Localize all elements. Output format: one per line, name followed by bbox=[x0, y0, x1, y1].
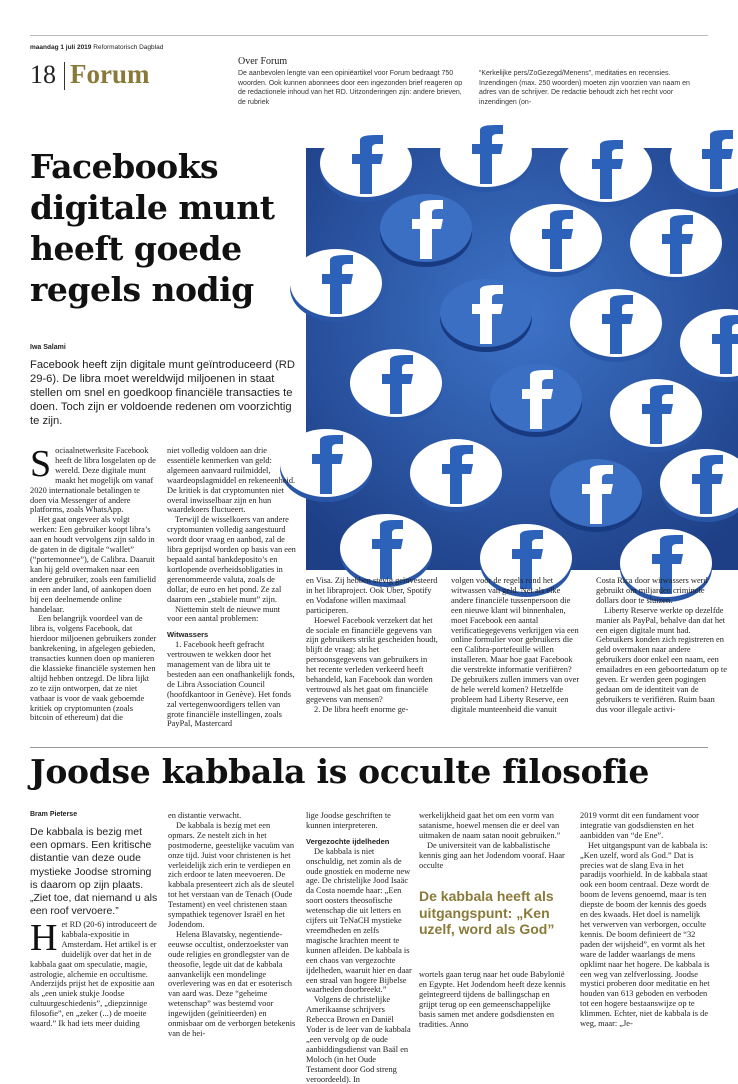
article2-column-3 bbox=[306, 811, 412, 1084]
article1-lead: Facebook heeft zijn digitale munt geïntroduceerd (RD 29-6). De libra moet wereldwijd miljoenen in staat stellen om snel en goedkoop financiële transacties te doen. Toch zijn er voldoende redenen om voorzichtig te zijn. bbox=[30, 359, 295, 427]
article1-col5-p1: Costa Rica door witwassers werd gebruikt om miljarden criminele dollars door te sluizen. bbox=[596, 576, 708, 605]
date-line bbox=[30, 44, 163, 51]
article2-col5-p1: 2019 vormt dit een fundament voor integratie van godsdiensten en het aanbidden van “de Ene”. bbox=[580, 811, 699, 840]
facebook-coins-illustration bbox=[306, 148, 738, 570]
article2-column-5 bbox=[580, 811, 710, 1029]
article1-col2-p2: Terwijl de wisselkoers van andere cryptomunten volledig aangestuurd wordt door vraag en aanbod, zal de libra geprijsd worden op basis van een bepaald aantal bankdeposito’s en kortlopende overheidsobligaties in gerenommeerde valuta, zoals de dollar, de euro en het pond. Ze zal daarom een „stabiele munt” zijn. bbox=[167, 515, 296, 604]
article2-col1-p1: et RD (20-6) introduceert de kabbala-expositie in Amsterdam. Het artikel is er duidelijk over dat het in de kabbala gaat om speculatie, magie, astrologie, alchemie en occultisme. Anderzijds prijst het de expositie aan als „een uniek stukje Joodse cultuurgeschiedenis”, „diepzinnige filosofie”, en „zeker (...) de moeite waard.” Ik had iets meer duiding bbox=[30, 920, 157, 1029]
article2-headline: Joodse kabbala is occulte filosofie bbox=[30, 752, 650, 791]
article2-col2-p1: en distantie verwacht. bbox=[168, 811, 242, 820]
article1-headline: Facebooks digitale munt heeft goede regels nodig bbox=[30, 147, 275, 309]
article1-author: Iwa Salami bbox=[30, 344, 66, 351]
article1-col2-p4: 1. Facebook heeft gefracht vertrouwen te wekken door het management van de libra uit te besteden aan een onafhankelijk fonds, de Libra Association Council (hoofdkantoor in Genève). Het fonds zal vertegenwoordigers tellen van grote financiële instellingen, zoals PayPal, Mastercard bbox=[167, 640, 295, 729]
article2-dropcap: H bbox=[30, 917, 58, 959]
newspaper-name: Reformatorisch Dagblad bbox=[93, 44, 164, 51]
article1-subhead-witwassers: Witwassers bbox=[167, 630, 209, 640]
top-rule bbox=[30, 35, 708, 36]
article1-column-2 bbox=[167, 446, 297, 729]
section-title: Forum bbox=[70, 59, 150, 89]
issue-date: maandag 1 juli 2019 bbox=[30, 44, 92, 51]
article2-col3-p2: De kabbala is niet onschuldig, net zomin als de oude gnostiek en moderne new age. De christelijke Jood Isaäc da Costa noemde haar: „Een soort oosters theosofische wetenschap die uit letters en cijfers uit TeNaCH mystieke vreemdheden en zelfs magische krachten meent te kunnen afleiden. De kabbala is een chaos van vergezochte ijdelheden, waaruit hier en daar een straal van hogere Bijbelse waarheden doorbreekt.” bbox=[306, 846, 412, 995]
article2-column-4-top bbox=[419, 811, 569, 870]
article2-author: Bram Pieterse bbox=[30, 811, 78, 818]
article-divider bbox=[30, 747, 708, 748]
article2-col4-p1: werkelijkheid gaat het om een vorm van satanisme, hoewel mensen die er deel van uitmaken de naam satan nooit gebruiken.” bbox=[419, 811, 561, 840]
page-separator bbox=[64, 62, 65, 90]
article2-column-1 bbox=[30, 917, 160, 1029]
article2-pull-quote: De kabbala heeft als uitgangspunt: „Ken uzelf, word als God” bbox=[419, 888, 555, 937]
over-forum-title: Over Forum bbox=[238, 56, 288, 67]
over-forum-col1: De aanbevolen lengte van een opiniëartikel voor Forum bedraagt 750 woorden. Ook kunnen abonnees door een ingezonden brief reageren op de redactionele inhoud van het RD. Uitzonderingen zijn: andere brieven, de rubriek bbox=[238, 70, 463, 106]
article1-col2-p3: Niettemin stelt de nieuwe munt voor een aantal problemen: bbox=[167, 604, 281, 624]
article2-column-4-bottom bbox=[419, 970, 569, 1029]
article2-col3-p3: Volgens de christelijke Amerikaanse schrijvers Rebecca Brown en Daniël Yoder is de leer van de kabbala „een vervolg op de oude aanbiddingsdienst van Baäl en Moloch (in het Oude Testament door God streng veroordeeld). In bbox=[306, 995, 411, 1084]
article1-col1-p1: ociaalnetwerksite Facebook heeft de libra losgelaten op de wereld. Deze digitale munt maakt het mogelijk om vanaf 2020 internationale betalingen te doen via Messenger of andere platforms, zoals WhatsApp. bbox=[30, 446, 156, 515]
article1-column-3 bbox=[306, 576, 438, 715]
article2-lead: De kabbala is bezig met een opmars. Een kritische distantie van deze oude mystieke Joodse stroming is daarom op zijn plaats. „Ziet toe, dat niemand u als een roof vervoere.” bbox=[30, 826, 158, 918]
over-forum-col2: “Kerkelijke pers/ZoGezegd/Menens”, meditaties en recensies. Inzendingen (max. 250 woorden) moeten zijn voorzien van naam en adres van de schrijver. De redactie behoudt zich het recht voor inzendingen (on- bbox=[479, 70, 690, 106]
article2-col4-p2: De universiteit van de kabbalistische kennis ging aan het Jodendom vooraf. Haar occulte bbox=[419, 840, 565, 870]
article1-col1-p3: Een belangrijk voordeel van de libra is, volgens Facebook, dat hierdoor miljoenen gebruikers zonder bankrekening, in afgelegen gebieden, transacties kunnen doen op manieren die klassieke financiële systemen hen altijd hebben ontzegd. De libra lijkt zo te zijn ontworpen, dat ze niet vatbaar is voor de vaak geboemde kritiek op cryptomunten (zoals bitcoin of ethereum) dat die bbox=[30, 614, 157, 723]
article2-column-2 bbox=[168, 811, 298, 1039]
article1-col2-p1: niet volledig voldoen aan drie essentiële kenmerken van geld: algemeen aanvaard ruilmiddel, waardeopslagmiddel en rekeneenheid. De kritiek is dat cryptomunten niet overal inwisselbaar zijn en hun waardekoers fluctueert. bbox=[167, 446, 296, 515]
article2-col5-p2: Het uitgangspunt van de kabbala is: „Ken uzelf, word als God.” Dat is precies wat de slang Eva in het paradijs voorhield. In de kabbala staat ook een boom centraal. Deze wordt de boom de levens genoemd, maar is ten diepste de boom der kennis des goeds en des kwaads. Het doel is namelijk het verwerven van verborgen, occulte kennis. De boom definieert de “32 paden der wijsheid”, en vormt als het ware de ladder waarlangs de mens opklimt naar het hogere. De kabbala is een weg van zelfverlossing. Joodse mystici proberen door meditatie en het houden van 613 geboden en verboden tot een hogere bestaanswijze op te klimmen. Echter, niet de kabbala is de weg, maar: „Je- bbox=[580, 840, 710, 1029]
article2-subhead-ijdelheden: Vergezochte ijdelheden bbox=[306, 836, 390, 846]
article1-col1-p2: Het gaat ongeveer als volgt werken: Een gebruiker koopt libra’s aan en houdt vervolgens zijn saldo in de gaten in de digitale “wallet” (“portemonnee”), de Calibra. Daaruit kan hij geld overmaken naar een andere gebruiker, zoals een familielid in een ander land, of aankopen doen bij een deelnemende online handelaar. bbox=[30, 515, 156, 614]
article2-col4-p3: wortels gaan terug naar het oude Babylonië en Egypte. Het Jodendom heeft deze kennis geïntegreerd tijdens de ballingschap en grijpt terug op een gemeenschappelijke basis samen met andere godsdiensten en tradities. Anno bbox=[419, 970, 566, 1029]
article1-col5-p2: Liberty Reserve werkte op dezelfde manier als PayPal, behalve dan dat het een eigen digitale munt had. Gebruikers konden zich registreren en geld overmaken naar andere gebruikers door enkel een naam, een emailadres en een geboortedatum op te geven. Er werden geen pogingen gedaan om de identiteit van de gebruikers te verifiëren. Ruim baan dus voor illegale activi- bbox=[596, 605, 727, 714]
page-number: 18 bbox=[30, 60, 56, 89]
article1-col3-p3: 2. De libra heeft enorme ge- bbox=[314, 704, 409, 714]
article2-col2-p3: Helena Blavatsky, negentiende-eeuwse occultist, onderzoekster van oude religies en grondlegster van de theosofie, legde uit dat de kabbala aanvankelijk een mondelinge overlevering was en dat er esoterisch van aard was. Deze “geheime wetenschap” was bestemd voor ingewijden (geïnitieerden) en onmisbaar om de verborgen betekenis van de hei- bbox=[168, 929, 296, 1038]
article1-column-4 bbox=[451, 576, 583, 715]
article2-col3-p1: lige Joodse geschriften te kunnen interpreteren. bbox=[306, 811, 391, 830]
facebook-coins-photo bbox=[306, 148, 738, 570]
article2-col2-p2: De kabbala is bezig met een opmars. Ze nestelt zich in het postmoderne, geestelijke vacuüm van onze tijd. Juist voor christenen is het verleidelijk zich erin te verdiepen en zich erdoor te laten meevoeren. De kabbala presenteert zich als de sleutel tot het verstaan van de Tenach (Oude Testament) en veel christenen staan sympathiek tegenover Israël en het Jodendom. bbox=[168, 820, 295, 929]
article1-column-5 bbox=[596, 576, 728, 715]
article1-col3-p2: Hoewel Facebook verzekert dat het de sociale en financiële gegevens van zijn gebruikers strikt gescheiden houdt, blijft de vraag: als het persoonsgegevens van gebruikers in het recente verleden verkeerd heeft behandeld, kan Facebook dan worden vertrouwd als het gaat om financiële gegevens van mensen? bbox=[306, 615, 438, 704]
article1-col3-p1: en Visa. Zij hebben stevig geïnvesteerd in het libraproject. Ook Uber, Spotify en Vodafone willen maximaal participeren. bbox=[306, 576, 438, 615]
article1-dropcap: S bbox=[30, 443, 52, 485]
article1-col4-p1: volgen voor de regels rond het witwassen van geld. Net als elke andere financiële tussenpersoon die een nieuwe klant wil binnenhalen, moet Facebook een aantal verificatiegegevens verkrijgen via een online formulier voor gebruikers die een Calibra-portefeuille willen installeren. Maar hoe gaat Facebook die verstrekte informatie verifiëren? De gebruikers zullen immers van over de hele wereld komen? Hetzelfde probleem had Liberty Reserve, een digitale munteenheid die vanuit bbox=[451, 576, 580, 714]
article1-column-1 bbox=[30, 443, 158, 723]
